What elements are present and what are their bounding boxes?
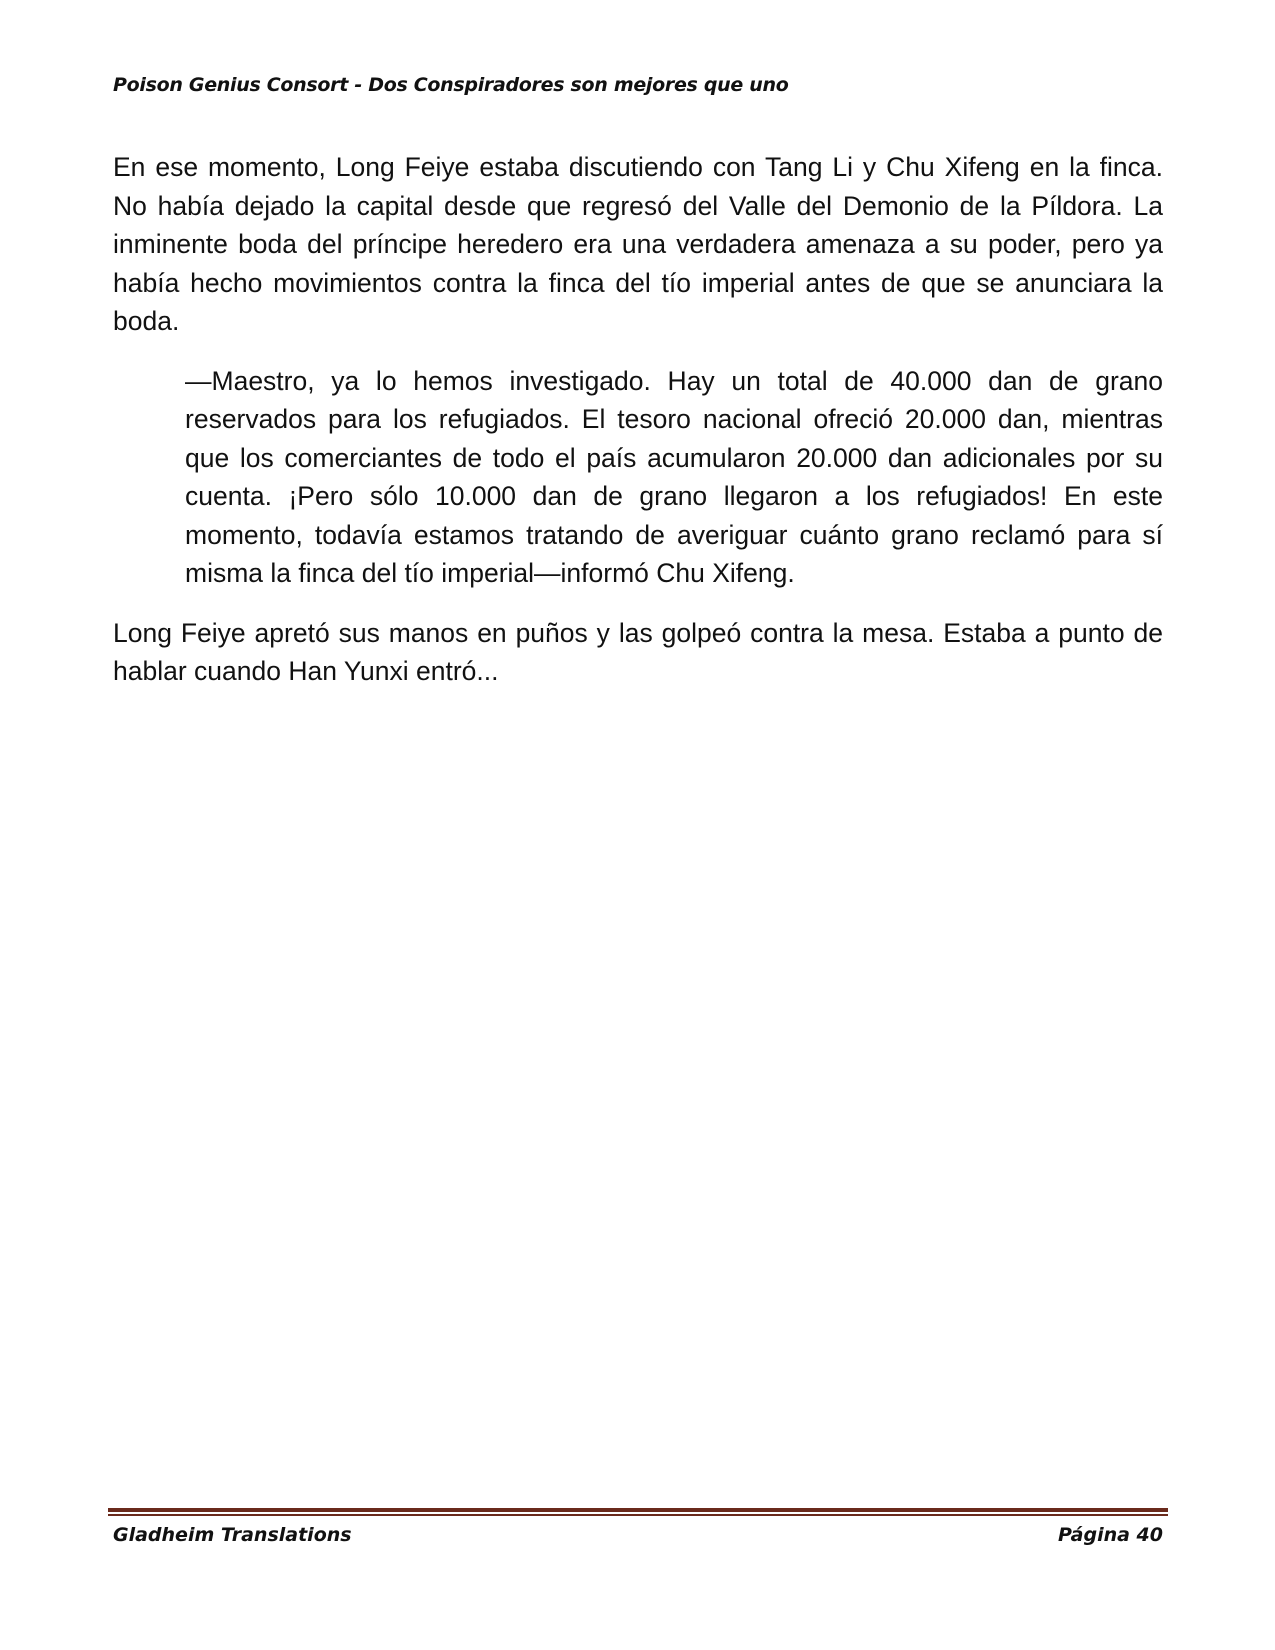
paragraph-narration-1: En ese momento, Long Feiye estaba discutiendo con Tang Li y Chu Xifeng en la finca. No había dejado la capital desde que regresó del Valle del Demonio de la Píldora. La inminente boda del príncipe heredero era una verdadera amenaza a su poder, pero ya había hecho movimientos contra la finca del tío imperial antes de que se anunciara la boda. <box>113 152 1163 336</box>
body-text <box>113 148 1163 712</box>
page-footer <box>113 1524 1163 1546</box>
paragraph-dialogue: —Maestro, ya lo hemos investigado. Hay un total de 40.000 dan de grano reservados para los refugiados. El tesoro nacional ofreció 20.000 dan, mientras que los comerciantes de todo el país acumularon 20.000 dan adicionales por su cuenta. ¡Pero sólo 10.000 dan de grano llegaron a los refugiados! En este momento, todavía estamos tratando de averiguar cuánto grano reclamó para sí misma la finca del tío imperial—informó Chu Xifeng. <box>185 365 1163 588</box>
footer-publisher: Gladheim Translations <box>113 1524 352 1546</box>
running-header: Poison Genius Consort - Dos Conspiradores son mejores que uno <box>113 74 789 96</box>
footer-page-number: Página 40 <box>1057 1524 1163 1546</box>
footer-divider <box>108 1508 1168 1518</box>
paragraph-narration-2: Long Feiye apretó sus manos en puños y las golpeó contra la mesa. Estaba a punto de hablar cuando Han Yunxi entró... <box>113 617 1163 686</box>
footer-divider-thin <box>108 1514 1168 1516</box>
